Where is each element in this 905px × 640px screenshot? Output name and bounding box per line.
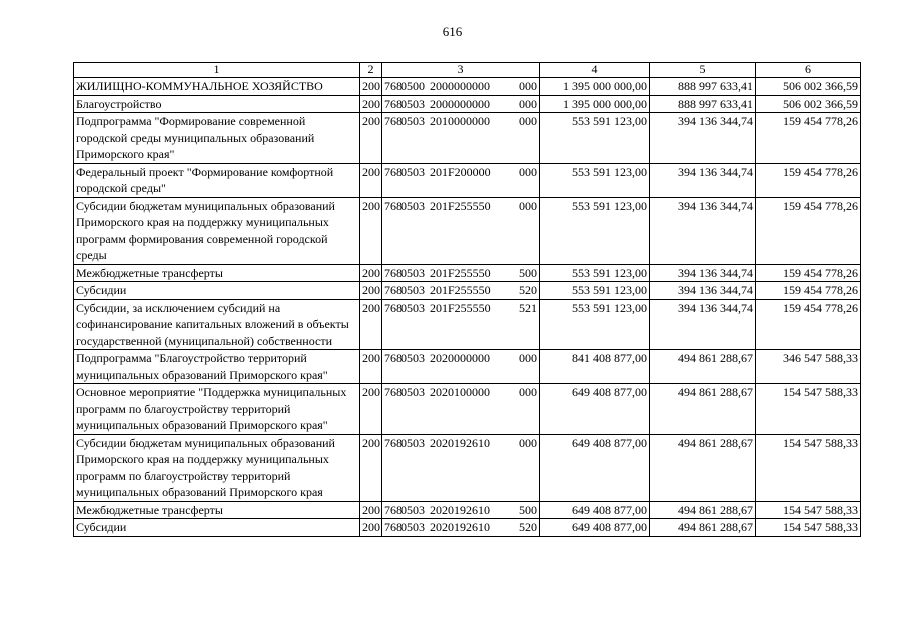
- row-grbs: 768: [384, 435, 402, 450]
- row-plan: 1 395 000 000,00: [540, 78, 650, 96]
- row-section: 0503: [401, 385, 425, 399]
- row-target-article: 201F200000: [430, 164, 491, 179]
- row-grbs: 768: [384, 96, 402, 111]
- row-expense-type: 000: [519, 351, 537, 365]
- row-name: Федеральный проект "Формирование комфортной городской среды": [74, 163, 360, 197]
- row-remainder: 159 454 778,26: [756, 264, 861, 282]
- row-section: 0503: [401, 300, 425, 315]
- row-section: 0503: [401, 435, 425, 450]
- row-executed: 888 997 633,41: [650, 95, 756, 113]
- row-plan: 1 395 000 000,00: [540, 95, 650, 113]
- row-remainder: 506 002 366,59: [756, 78, 861, 96]
- row-name: Субсидии, за исключением субсидий на софинансирование капитальных вложений в объекты государственной (муниципальной) собственности: [74, 299, 360, 350]
- row-executed: 394 136 344,74: [650, 282, 756, 300]
- row-expense-type: 520: [519, 520, 537, 534]
- budget-table-body: [74, 63, 861, 537]
- row-remainder: 159 454 778,26: [756, 163, 861, 197]
- row-grbs: 768: [384, 114, 402, 128]
- row-code: 200: [360, 384, 382, 435]
- row-grbs: 768: [384, 300, 402, 315]
- row-plan: 649 408 877,00: [540, 434, 650, 501]
- row-expense-type: 000: [519, 435, 537, 450]
- row-target-article: 201F255550: [430, 265, 491, 280]
- row-grbs: 768: [384, 164, 402, 179]
- row-name: Субсидии: [74, 282, 360, 300]
- row-section: 0503: [401, 96, 425, 111]
- row-classification: [382, 197, 540, 264]
- row-name: Основное мероприятие "Поддержка муниципальных программ по благоустройству территорий муниципальных образований Приморского края": [74, 384, 360, 435]
- row-executed: 394 136 344,74: [650, 197, 756, 264]
- row-classification: [382, 519, 540, 537]
- row-executed: 888 997 633,41: [650, 78, 756, 96]
- row-code: 200: [360, 264, 382, 282]
- row-section: 0503: [401, 114, 425, 128]
- row-target-article: 2000000000: [430, 96, 490, 111]
- row-name: Подпрограмма "Благоустройство территорий муниципальных образований Приморского края": [74, 350, 360, 384]
- row-plan: 553 591 123,00: [540, 299, 650, 350]
- row-target-article: 2000000000: [430, 79, 490, 93]
- row-classification: [382, 350, 540, 384]
- row-expense-type: 500: [519, 502, 537, 517]
- table-row: [74, 163, 861, 197]
- row-remainder: 506 002 366,59: [756, 95, 861, 113]
- row-expense-type: 000: [519, 198, 537, 213]
- row-code: 200: [360, 197, 382, 264]
- row-name: Благоустройство: [74, 95, 360, 113]
- table-row: [74, 434, 861, 501]
- table-row: [74, 299, 861, 350]
- row-plan: 649 408 877,00: [540, 519, 650, 537]
- row-name: Субсидии бюджетам муниципальных образований Приморского края на поддержку муниципальных программ по благоустройству территорий муниципальных образований Приморского края: [74, 434, 360, 501]
- row-target-article: 201F255550: [430, 198, 491, 213]
- row-expense-type: 500: [519, 265, 537, 280]
- row-section: 0503: [401, 502, 425, 517]
- row-plan: 553 591 123,00: [540, 113, 650, 164]
- row-plan: 841 408 877,00: [540, 350, 650, 384]
- table-row: [74, 282, 861, 300]
- row-executed: 394 136 344,74: [650, 113, 756, 164]
- table-row: [74, 501, 861, 519]
- row-remainder: 154 547 588,33: [756, 519, 861, 537]
- row-classification: [382, 95, 540, 113]
- row-code: 200: [360, 350, 382, 384]
- table-row: [74, 264, 861, 282]
- row-remainder: 159 454 778,26: [756, 299, 861, 350]
- row-classification: [382, 282, 540, 300]
- row-executed: 494 861 288,67: [650, 350, 756, 384]
- header-col-6: 6: [756, 63, 861, 78]
- table-row: [74, 519, 861, 537]
- row-executed: 494 861 288,67: [650, 434, 756, 501]
- row-grbs: 768: [384, 265, 402, 280]
- table-row: [74, 384, 861, 435]
- row-name: ЖИЛИЩНО-КОММУНАЛЬНОЕ ХОЗЯЙСТВО: [74, 78, 360, 96]
- row-code: 200: [360, 163, 382, 197]
- row-code: 200: [360, 78, 382, 96]
- page-number: 616: [442, 24, 463, 39]
- row-remainder: 159 454 778,26: [756, 197, 861, 264]
- row-section: 0503: [401, 164, 425, 179]
- row-classification: [382, 434, 540, 501]
- row-plan: 553 591 123,00: [540, 282, 650, 300]
- row-target-article: 2020192610: [430, 502, 490, 517]
- row-section: 0503: [401, 351, 425, 365]
- row-name: Субсидии: [74, 519, 360, 537]
- row-grbs: 768: [384, 283, 402, 297]
- row-code: 200: [360, 299, 382, 350]
- row-classification: [382, 163, 540, 197]
- row-code: 200: [360, 95, 382, 113]
- row-expense-type: 000: [519, 79, 537, 93]
- row-grbs: 768: [384, 385, 402, 399]
- row-expense-type: 000: [519, 96, 537, 111]
- row-executed: 394 136 344,74: [650, 163, 756, 197]
- row-plan: 649 408 877,00: [540, 501, 650, 519]
- row-remainder: 159 454 778,26: [756, 282, 861, 300]
- row-plan: 553 591 123,00: [540, 264, 650, 282]
- row-classification: [382, 264, 540, 282]
- row-target-article: 201F255550: [430, 283, 491, 297]
- row-code: 200: [360, 282, 382, 300]
- row-classification: [382, 299, 540, 350]
- row-code: 200: [360, 519, 382, 537]
- row-classification: [382, 501, 540, 519]
- row-expense-type: 000: [519, 164, 537, 179]
- table-header-row: [74, 63, 861, 78]
- row-expense-type: 000: [519, 385, 537, 399]
- header-col-3: 3: [382, 63, 540, 78]
- row-name: Межбюджетные трансферты: [74, 501, 360, 519]
- table-row: [74, 197, 861, 264]
- header-col-1: 1: [74, 63, 360, 78]
- row-expense-type: 520: [519, 283, 537, 297]
- row-executed: 394 136 344,74: [650, 299, 756, 350]
- row-executed: 494 861 288,67: [650, 501, 756, 519]
- header-col-5: 5: [650, 63, 756, 78]
- row-target-article: 2010000000: [430, 114, 490, 128]
- row-section: 0503: [401, 265, 425, 280]
- row-plan: 553 591 123,00: [540, 163, 650, 197]
- row-code: 200: [360, 113, 382, 164]
- budget-table: [73, 62, 861, 537]
- row-target-article: 2020192610: [430, 435, 490, 450]
- table-row: [74, 350, 861, 384]
- row-grbs: 768: [384, 79, 402, 93]
- row-executed: 494 861 288,67: [650, 519, 756, 537]
- row-remainder: 154 547 588,33: [756, 501, 861, 519]
- table-row: [74, 78, 861, 96]
- row-target-article: 2020000000: [430, 351, 490, 365]
- row-classification: [382, 78, 540, 96]
- row-code: 200: [360, 434, 382, 501]
- row-executed: 394 136 344,74: [650, 264, 756, 282]
- row-section: 0503: [401, 520, 425, 534]
- row-grbs: 768: [384, 198, 402, 213]
- row-name: Субсидии бюджетам муниципальных образований Приморского края на поддержку муниципальных программ формирования современной городской среды: [74, 197, 360, 264]
- row-plan: 553 591 123,00: [540, 197, 650, 264]
- row-classification: [382, 113, 540, 164]
- table-row: [74, 95, 861, 113]
- row-remainder: 154 547 588,33: [756, 434, 861, 501]
- row-classification: [382, 384, 540, 435]
- row-plan: 649 408 877,00: [540, 384, 650, 435]
- row-grbs: 768: [384, 502, 402, 517]
- header-col-4: 4: [540, 63, 650, 78]
- row-grbs: 768: [384, 351, 402, 365]
- row-remainder: 346 547 588,33: [756, 350, 861, 384]
- row-section: 0500: [401, 79, 425, 93]
- header-col-2: 2: [360, 63, 382, 78]
- row-name: Подпрограмма "Формирование современной городской среды муниципальных образований Приморского края": [74, 113, 360, 164]
- row-target-article: 2020100000: [430, 385, 490, 399]
- row-expense-type: 000: [519, 114, 537, 128]
- row-section: 0503: [401, 283, 425, 297]
- row-remainder: 159 454 778,26: [756, 113, 861, 164]
- row-executed: 494 861 288,67: [650, 384, 756, 435]
- row-section: 0503: [401, 198, 425, 213]
- row-target-article: 201F255550: [430, 300, 491, 315]
- row-grbs: 768: [384, 520, 402, 534]
- row-expense-type: 521: [519, 300, 537, 315]
- row-remainder: 154 547 588,33: [756, 384, 861, 435]
- row-target-article: 2020192610: [430, 520, 490, 534]
- row-name: Межбюджетные трансферты: [74, 264, 360, 282]
- table-row: [74, 113, 861, 164]
- row-code: 200: [360, 501, 382, 519]
